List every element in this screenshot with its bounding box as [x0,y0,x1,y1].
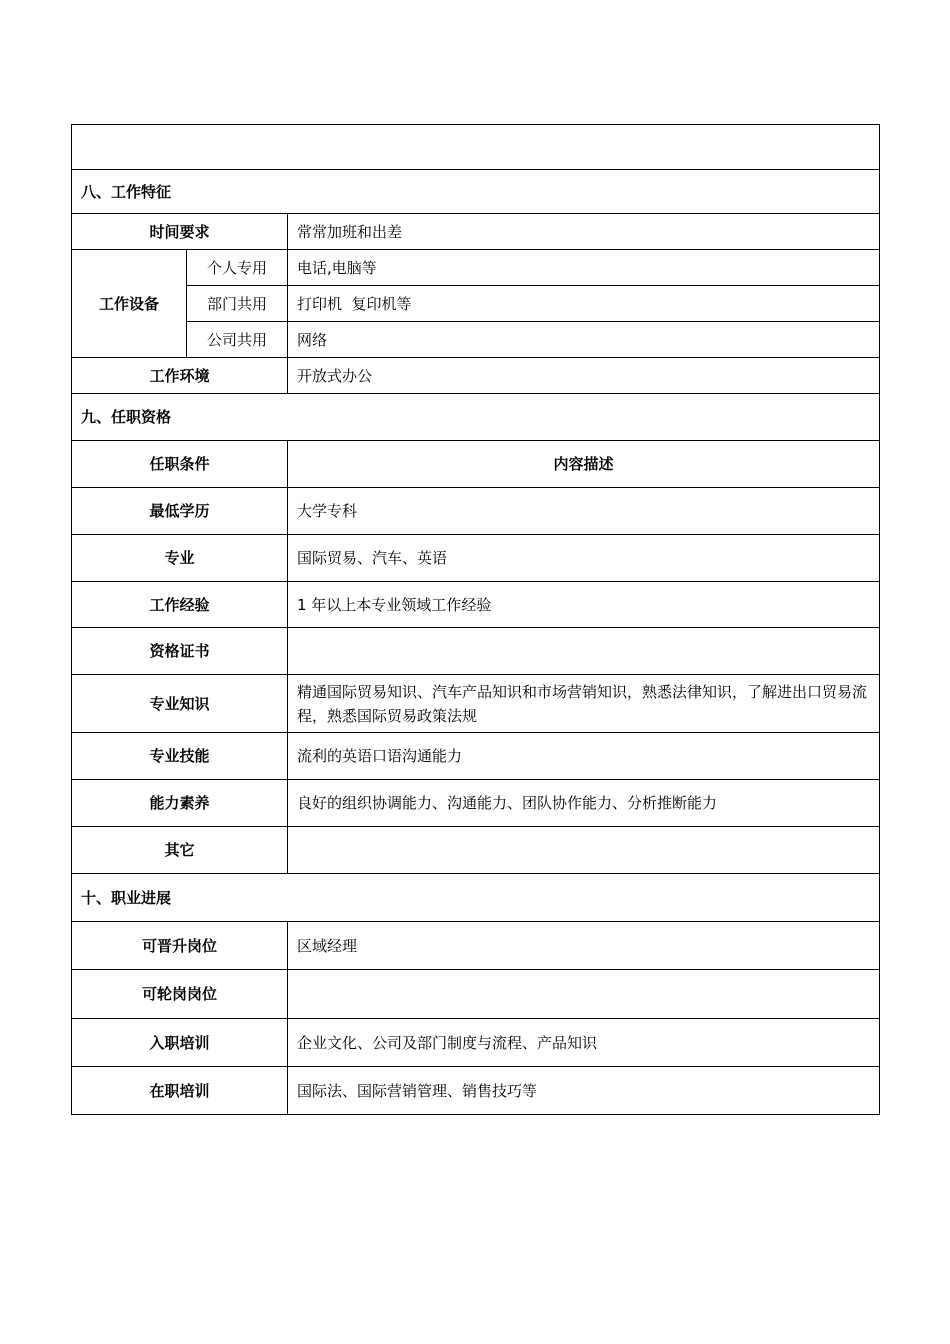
blank-row [72,125,880,170]
equipment-company-value: 网络 [288,322,880,358]
section-9-title: 九、任职资格 [72,394,880,441]
qualification-label: 其它 [72,827,288,874]
table-row [72,675,880,733]
table-row [72,827,880,874]
equipment-department-label: 部门共用 [187,286,288,322]
career-value: 国际法、国际营销管理、销售技巧等 [288,1067,880,1115]
time-requirement-value: 常常加班和出差 [288,214,880,250]
career-label: 可晋升岗位 [72,922,288,970]
table-row [72,322,880,358]
table-row [72,1019,880,1067]
career-label: 可轮岗岗位 [72,970,288,1019]
career-value: 区域经理 [288,922,880,970]
equipment-department-value: 打印机 复印机等 [288,286,880,322]
equipment-personal-value: 电话,电脑等 [288,250,880,286]
career-label: 在职培训 [72,1067,288,1115]
career-value [288,970,880,1019]
qualification-label: 专业 [72,535,288,582]
qualification-value [288,628,880,675]
qualification-label: 专业技能 [72,733,288,780]
equipment-label: 工作设备 [72,250,187,358]
table-row [72,214,880,250]
blank-cell [72,125,880,170]
qualification-value: 良好的组织协调能力、沟通能力、团队协作能力、分析推断能力 [288,780,880,827]
qualification-label: 专业知识 [72,675,288,733]
column-header-condition: 任职条件 [72,441,288,488]
qualification-value: 大学专科 [288,488,880,535]
qualification-label: 最低学历 [72,488,288,535]
career-label: 入职培训 [72,1019,288,1067]
table-row [72,922,880,970]
environment-value: 开放式办公 [288,358,880,394]
equipment-personal-label: 个人专用 [187,250,288,286]
qualification-value: 流利的英语口语沟通能力 [288,733,880,780]
section-10-title: 十、职业进展 [72,874,880,922]
qualification-value: 精通国际贸易知识、汽车产品知识和市场营销知识，熟悉法律知识，了解进出口贸易流程，熟悉国际贸易政策法规 [288,675,880,733]
section-header-row [72,394,880,441]
job-description-table [71,124,880,1115]
column-header-row [72,441,880,488]
environment-label: 工作环境 [72,358,288,394]
table-row [72,250,880,286]
qualification-label: 工作经验 [72,582,288,628]
table-row [72,535,880,582]
section-header-row [72,170,880,214]
table-row [72,733,880,780]
qualification-value: 国际贸易、汽车、英语 [288,535,880,582]
time-requirement-label: 时间要求 [72,214,288,250]
table-row [72,970,880,1019]
qualification-label: 能力素养 [72,780,288,827]
equipment-company-label: 公司共用 [187,322,288,358]
table-row [72,286,880,322]
table-row [72,780,880,827]
section-8-title: 八、工作特征 [72,170,880,214]
career-value: 企业文化、公司及部门制度与流程、产品知识 [288,1019,880,1067]
table-row [72,488,880,535]
qualification-value [288,827,880,874]
table-row [72,358,880,394]
table-row [72,582,880,628]
table-row [72,628,880,675]
qualification-label: 资格证书 [72,628,288,675]
column-header-content: 内容描述 [288,441,880,488]
section-header-row [72,874,880,922]
qualification-value: 1 年以上本专业领域工作经验 [288,582,880,628]
table-row [72,1067,880,1115]
